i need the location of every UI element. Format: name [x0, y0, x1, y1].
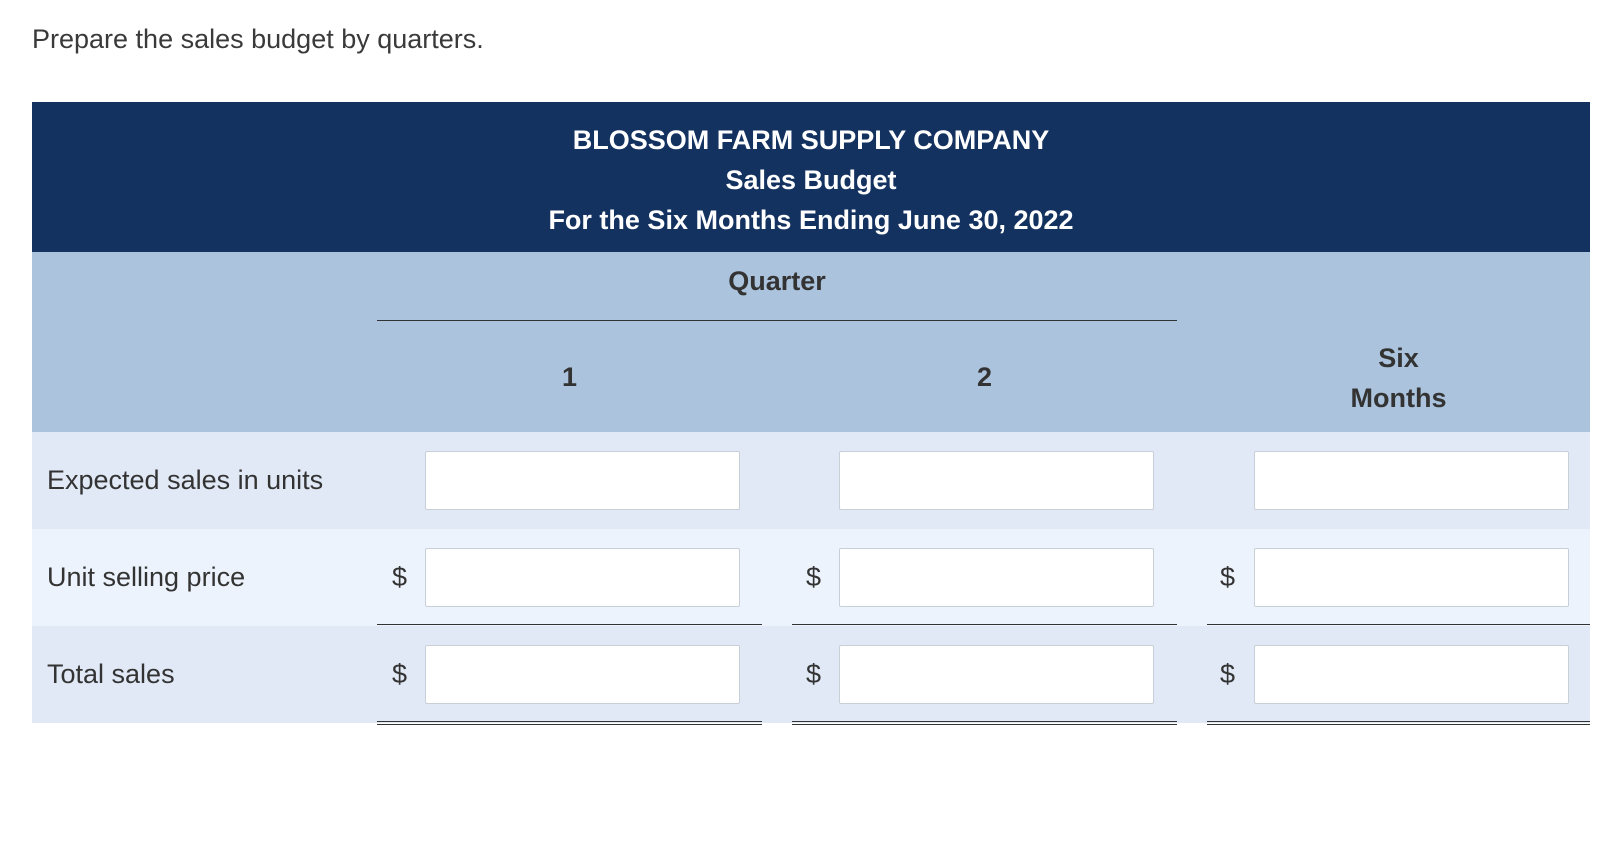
col-header-six-months	[1207, 338, 1590, 418]
total-double-rule	[377, 721, 762, 725]
dollar-sign: $	[1220, 659, 1236, 689]
price-q2-input[interactable]	[839, 548, 1154, 607]
subtotal-rule	[377, 624, 762, 625]
report-title: Sales Budget	[725, 165, 897, 195]
subtotal-rule	[1207, 624, 1590, 625]
col-header-six-line1: Six	[1378, 343, 1419, 373]
dollar-sign: $	[806, 659, 822, 689]
quarter-group-label: Quarter	[728, 266, 826, 296]
row-unit-selling-price	[32, 529, 1590, 626]
col-header-quarter-1: 1	[561, 362, 578, 392]
sales-budget-table	[32, 102, 1590, 723]
units-six-months-input[interactable]	[1254, 451, 1569, 510]
sales-six-months-input[interactable]	[1254, 645, 1569, 704]
report-period: For the Six Months Ending June 30, 2022	[548, 205, 1074, 235]
row-label-total-sales: Total sales	[47, 659, 175, 689]
total-double-rule	[1207, 721, 1590, 725]
total-double-rule	[792, 721, 1177, 725]
col-header-quarter-2: 2	[976, 362, 993, 392]
sales-q1-input[interactable]	[425, 645, 740, 704]
dollar-sign: $	[392, 562, 408, 592]
dollar-sign: $	[806, 562, 822, 592]
units-q1-input[interactable]	[425, 451, 740, 510]
row-total-sales	[32, 626, 1590, 723]
col-header-six-line2: Months	[1350, 383, 1447, 413]
price-q1-input[interactable]	[425, 548, 740, 607]
quarter-underline	[377, 320, 1177, 321]
dollar-sign: $	[1220, 562, 1236, 592]
column-header	[32, 252, 1590, 432]
row-expected-sales-units	[32, 432, 1590, 529]
dollar-sign: $	[392, 659, 408, 689]
report-header	[32, 102, 1590, 252]
row-label-expected-sales-units: Expected sales in units	[47, 465, 324, 495]
units-q2-input[interactable]	[839, 451, 1154, 510]
subtotal-rule	[792, 624, 1177, 625]
company-name: BLOSSOM FARM SUPPLY COMPANY	[572, 125, 1050, 155]
price-six-months-input[interactable]	[1254, 548, 1569, 607]
sales-q2-input[interactable]	[839, 645, 1154, 704]
row-label-unit-selling-price: Unit selling price	[47, 562, 246, 592]
instruction-text: Prepare the sales budget by quarters.	[32, 24, 484, 54]
